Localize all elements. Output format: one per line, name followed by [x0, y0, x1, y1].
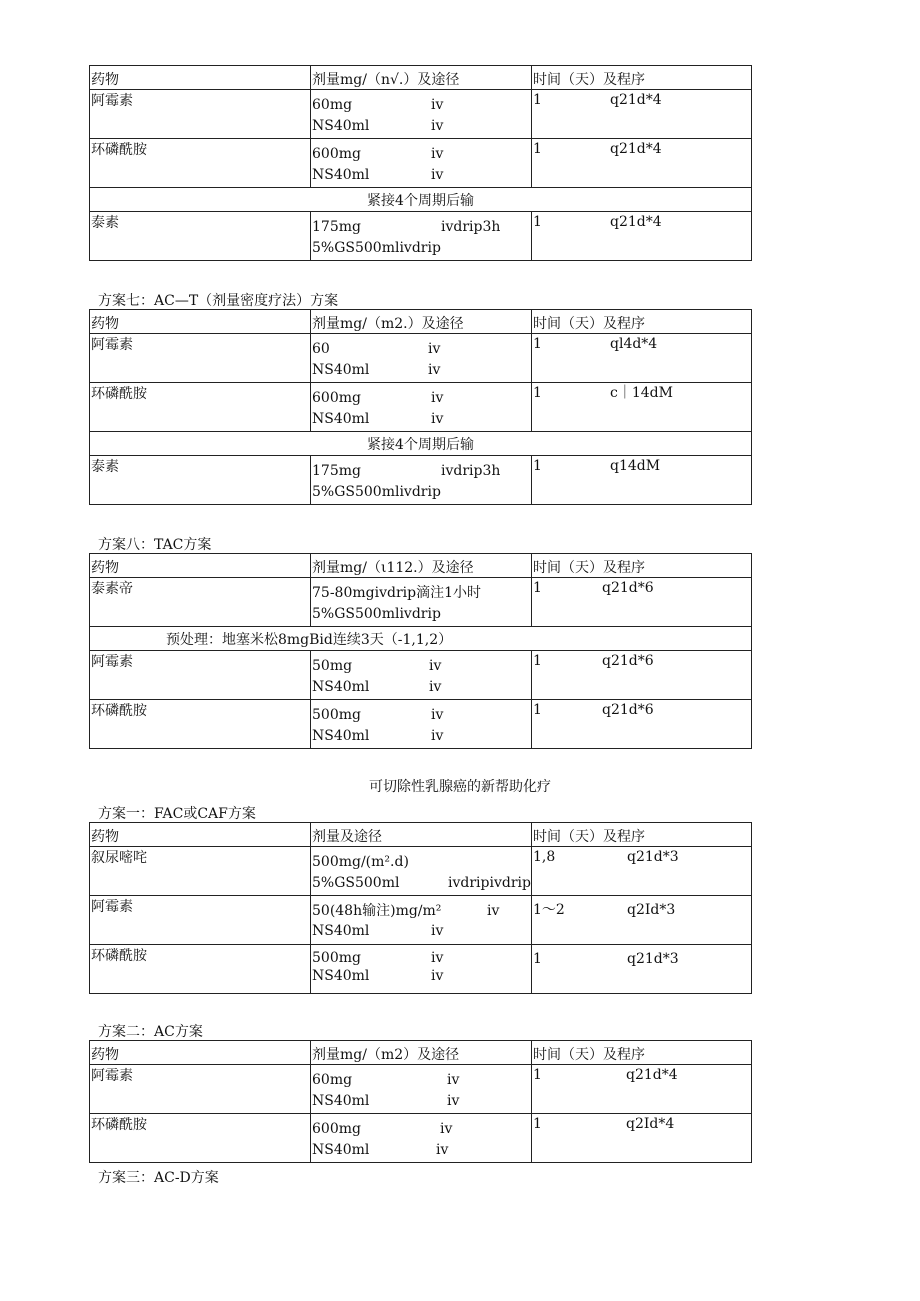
dose-route: iv — [431, 950, 444, 966]
header-dose: 剂量mg/（m2）及途径 — [311, 1041, 532, 1065]
schedule: q21d*6 — [602, 580, 654, 596]
table-row — [90, 334, 752, 383]
regimen-table-4 — [89, 822, 752, 994]
header-drug: 药物 — [90, 554, 311, 578]
drug-name: 阿霉素 — [91, 654, 133, 670]
dose-route: iv — [429, 658, 442, 674]
day: 1,8 — [533, 849, 556, 865]
schedule: ql4d*4 — [610, 336, 658, 352]
header-time: 时间（天）及程序 — [532, 823, 752, 847]
diluent: NS40ml — [312, 411, 370, 427]
header-dose: 剂量mg/（ι112.）及途径 — [311, 554, 532, 578]
header-dose: 剂量及途径 — [311, 823, 532, 847]
dose-amount: 60mg — [312, 97, 353, 113]
dose-route: ivdrip3h — [441, 463, 501, 479]
diluent-route: iv — [431, 728, 444, 744]
dose-route: iv — [487, 903, 500, 919]
diluent-route: iv — [431, 118, 444, 134]
diluent-route: iv — [447, 1093, 460, 1109]
diluent-route: iv — [431, 411, 444, 427]
day: 1 — [533, 458, 542, 474]
regimen-table-2 — [89, 309, 752, 505]
drug-name: 泰素 — [91, 215, 119, 231]
schedule: q21d*4 — [610, 141, 662, 157]
drug-name: 叙尿嘧咤 — [91, 850, 147, 866]
diluent-route: iv — [436, 1142, 449, 1158]
drug-name: 环磷酰胺 — [91, 703, 147, 719]
drug-name: 泰素帝 — [91, 581, 133, 597]
day: 1 — [533, 336, 542, 352]
table-row — [90, 700, 752, 749]
diluent: NS40ml — [312, 1142, 370, 1158]
diluent: NS40ml — [312, 728, 370, 744]
day: 1 — [533, 1067, 542, 1083]
header-time: 时间（天）及程序 — [532, 310, 752, 334]
table-row — [90, 139, 752, 188]
day: 1 — [533, 1116, 542, 1132]
regimen-table-1 — [89, 65, 752, 261]
table-row — [90, 383, 752, 432]
section-title: 可切除性乳腺癌的新帮助化疗 — [369, 779, 551, 795]
drug-name: 环磷酰胺 — [91, 948, 147, 964]
header-drug: 药物 — [90, 66, 311, 90]
diluent: NS40ml — [312, 679, 370, 695]
dose-route: iv — [431, 146, 444, 162]
diluent-route: iv — [431, 968, 444, 984]
dose-amount: 75-80mgivdrip滴注1小时 — [312, 585, 481, 601]
diluent-route: iv — [429, 679, 442, 695]
schedule: q21d*3 — [627, 951, 679, 967]
schedule: q2Id*4 — [626, 1116, 675, 1132]
diluent: 5%GS500mlivdrip — [312, 606, 441, 622]
dose-route: iv — [431, 97, 444, 113]
drug-name: 环磷酰胺 — [91, 142, 147, 158]
dose-amount: 600mg — [312, 1121, 361, 1137]
header-time: 时间（天）及程序 — [532, 554, 752, 578]
diluent: NS40ml — [312, 1093, 370, 1109]
schedule: q21d*6 — [602, 653, 654, 669]
header-time: 时间（天）及程序 — [532, 1041, 752, 1065]
day: 1 — [533, 702, 542, 718]
caption-regimen-7: 方案七：AC—T（剂量密度疗法）方案 — [98, 293, 339, 309]
dose-amount: 500mg — [312, 950, 361, 966]
span-note: 预处理：地塞米松8mgBid连续3天（-1,1,2） — [90, 627, 752, 651]
dose-route: iv — [447, 1072, 460, 1088]
drug-name: 阿霉素 — [91, 93, 133, 109]
header-drug: 药物 — [90, 823, 311, 847]
day: 1 — [533, 653, 542, 669]
diluent: 5%GS500mlivdrip — [312, 240, 441, 256]
table-row — [90, 456, 752, 505]
dose-amount: 60 — [312, 341, 330, 357]
table-row — [90, 90, 752, 139]
diluent-route: iv — [431, 923, 444, 939]
table-row — [90, 847, 752, 896]
dose-route: iv — [428, 341, 441, 357]
drug-name: 环磷酰胺 — [91, 386, 147, 402]
day: 1 — [533, 141, 542, 157]
diluent: NS40ml — [312, 968, 370, 984]
day: 1 — [533, 951, 542, 967]
dose-amount: 60mg — [312, 1072, 353, 1088]
diluent-route: ivdripivdrip — [448, 875, 531, 891]
caption-regimen-8: 方案八：TAC方案 — [98, 537, 212, 553]
caption-regimen-2: 方案二：AC方案 — [98, 1024, 203, 1040]
dose-amount: 175mg — [312, 463, 361, 479]
header-time: 时间（天）及程序 — [532, 66, 752, 90]
schedule: q21d*4 — [610, 214, 662, 230]
table-row — [90, 1114, 752, 1163]
header-drug: 药物 — [90, 1041, 311, 1065]
schedule: q2Id*3 — [627, 902, 676, 918]
drug-name: 阿霉素 — [91, 899, 133, 915]
drug-name: 环磷酰胺 — [91, 1117, 147, 1133]
drug-name: 阿霉素 — [91, 1068, 133, 1084]
dose-amount: 50mg — [312, 658, 353, 674]
schedule: q21d*4 — [610, 92, 662, 108]
table-row — [90, 578, 752, 627]
span-note: 紧接4个周期后输 — [90, 432, 752, 456]
dose-amount: 175mg — [312, 219, 361, 235]
dose-amount: 600mg — [312, 146, 361, 162]
schedule: q14dM — [610, 458, 661, 474]
day: 1 — [533, 92, 542, 108]
schedule: q21d*3 — [627, 849, 679, 865]
header-dose: 剂量mg/（m2.）及途径 — [311, 310, 532, 334]
dose-amount: 50(48h输注)mg∕m² — [312, 903, 442, 919]
table-row — [90, 896, 752, 945]
dose-route: iv — [431, 707, 444, 723]
regimen-table-3 — [89, 553, 752, 749]
schedule: q21d*4 — [626, 1067, 678, 1083]
day: 1 — [533, 580, 542, 596]
drug-name: 阿霉素 — [91, 337, 133, 353]
day: 1～2 — [533, 902, 565, 918]
dose-route: iv — [440, 1121, 453, 1137]
diluent-route: iv — [428, 362, 441, 378]
dose-amount: 600mg — [312, 390, 361, 406]
header-drug: 药物 — [90, 310, 311, 334]
diluent-route: iv — [431, 167, 444, 183]
diluent: NS40ml — [312, 118, 370, 134]
table-row — [90, 212, 752, 261]
table-row — [90, 1065, 752, 1114]
day: 1 — [533, 214, 542, 230]
drug-name: 泰素 — [91, 459, 119, 475]
diluent: 5%GS500mlivdrip — [312, 484, 441, 500]
diluent: NS40ml — [312, 167, 370, 183]
schedule: q21d*6 — [602, 702, 654, 718]
regimen-table-5 — [89, 1040, 752, 1163]
dose-route: ivdrip3h — [441, 219, 501, 235]
diluent: NS40ml — [312, 923, 370, 939]
diluent: 5%GS500ml — [312, 875, 400, 891]
header-dose: 剂量mg/（n√.）及途径 — [311, 66, 532, 90]
span-note: 紧接4个周期后输 — [90, 188, 752, 212]
caption-regimen-3: 方案三：AC-D方案 — [98, 1170, 219, 1186]
schedule: c｜14dM — [610, 385, 673, 401]
table-row — [90, 945, 752, 994]
dose-amount: 500mg∕(m².d) — [312, 854, 409, 870]
diluent: NS40ml — [312, 362, 370, 378]
table-row — [90, 651, 752, 700]
caption-regimen-1: 方案一：FAC或CAF方案 — [98, 806, 256, 822]
dose-route: iv — [431, 390, 444, 406]
dose-amount: 500mg — [312, 707, 361, 723]
day: 1 — [533, 385, 542, 401]
